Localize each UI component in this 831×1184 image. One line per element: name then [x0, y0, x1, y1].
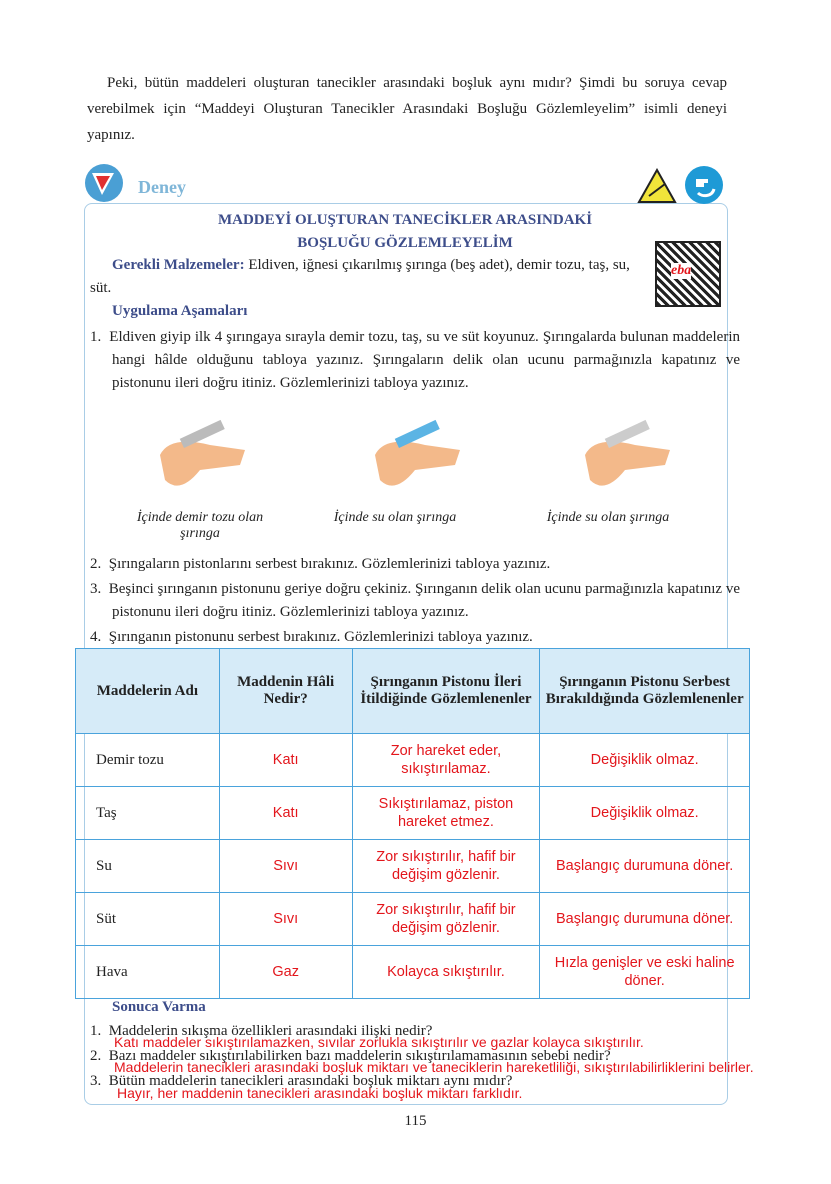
- qr-code[interactable]: eba: [655, 241, 721, 307]
- table-header-row: [76, 649, 750, 734]
- caption-3: İçinde su olan şırınga: [546, 510, 670, 525]
- page-number: 115: [404, 1113, 427, 1129]
- answer-1: Katı maddeler sıkıştırılamazken, sıvılar zorlukla sıkıştırılır ve gazlar kolayca sıkıştırılır.: [114, 1034, 644, 1050]
- table-row: [76, 893, 750, 946]
- experiment-title: MADDEYİ OLUŞTURAN TANECİKLER ARASINDAKİ BOŞLUĞU GÖZLEMLEYELİM: [217, 212, 593, 251]
- conclusion-heading: Sonuca Varma: [112, 999, 206, 1015]
- header-cell: Şırınganın Pistonu İleri İtildiğinde Gözlemlenenler: [352, 649, 540, 734]
- syringe-illustration-3: [575, 415, 675, 495]
- observation-table: [75, 648, 750, 999]
- pushed-cell: Zor hareket eder, sıkıştırılamaz.: [352, 734, 540, 787]
- state-cell: Sıvı: [219, 893, 352, 946]
- step-4: 4. Şırınganın pistonunu serbest bırakınız. Gözlemlerinizi tabloya yazınız.: [90, 629, 533, 645]
- section-label: Deney: [138, 177, 186, 197]
- pushed-cell: Sıkıştırılamaz, piston hareket etmez.: [352, 787, 540, 840]
- syringe-illustration-1: [150, 415, 250, 495]
- header-cell: Maddelerin Adı: [76, 649, 220, 734]
- steps-heading: Uygulama Aşamaları: [112, 303, 248, 319]
- caption-2: İçinde su olan şırınga: [333, 510, 457, 525]
- pushed-cell: Zor sıkıştırılır, hafif bir değişim gözlenir.: [352, 893, 540, 946]
- released-cell: Hızla genişler ve eski haline döner.: [540, 946, 750, 999]
- substance-cell: Su: [76, 840, 220, 893]
- question-1: 1. Maddelerin sıkışma özellikleri arasındaki ilişki nedir?: [90, 1023, 433, 1039]
- step-1: 1. Eldiven giyip ilk 4 şırıngaya sırayla demir tozu, taş, su ve süt koyunuz. Şırıngalarda bulunan maddelerin hangi hâlde olduğunu tabloya yazınız. Şırıngaların delik olan ucunu parmağınızla kapatınız ve pistonunu ileri doğru itiniz. Gözlemlerinizi tabloya yazınız.: [90, 329, 740, 391]
- question-2: 2. Bazı maddeler sıkıştırılabilirken bazı maddelerin sıkıştırılamamasının sebebi nedir?: [90, 1048, 611, 1064]
- released-cell: Değişiklik olmaz.: [540, 734, 750, 787]
- step-3: 3. Beşinci şırınganın pistonunu geriye doğru çekiniz. Şırınganın delik olan ucunu parmağınızla kapatınız ve pistonunu ileri doğru itiniz. Gözlemlerinizi tabloya yazınız.: [90, 581, 740, 620]
- pushed-cell: Zor sıkıştırılır, hafif bir değişim gözlenir.: [352, 840, 540, 893]
- answer-2: Maddelerin tanecikleri arasındaki boşluk miktarı ve taneciklerin hareketliliği, sıkıştırılabilirliklerini belirler.: [114, 1059, 754, 1075]
- table-row: [76, 734, 750, 787]
- table-row: [76, 946, 750, 999]
- released-cell: Başlangıç durumuna döner.: [540, 840, 750, 893]
- substance-cell: Süt: [76, 893, 220, 946]
- state-cell: Katı: [219, 787, 352, 840]
- released-cell: Değişiklik olmaz.: [540, 787, 750, 840]
- header-cell: Maddenin Hâli Nedir?: [219, 649, 352, 734]
- substance-cell: Demir tozu: [76, 734, 220, 787]
- substance-cell: Taş: [76, 787, 220, 840]
- released-cell: Başlangıç durumuna döner.: [540, 893, 750, 946]
- question-3: 3. Bütün maddelerin tanecikleri arasındaki boşluk miktarı aynı mıdır?: [90, 1073, 513, 1089]
- pushed-cell: Kolayca sıkıştırılır.: [352, 946, 540, 999]
- header-cell: Şırınganın Pistonu Serbest Bırakıldığında Gözlemlenenler: [540, 649, 750, 734]
- experiment-icon: [84, 163, 128, 203]
- warning-icon: [637, 168, 677, 204]
- state-cell: Katı: [219, 734, 352, 787]
- state-cell: Sıvı: [219, 840, 352, 893]
- caption-1: İçinde demir tozu olan şırınga: [136, 510, 264, 541]
- intro-paragraph: Peki, bütün maddeleri oluşturan tanecikler arasındaki boşluk aynı mıdır? Şimdi bu soruya cevap verebilmek için “Maddeyi Oluşturan Tanecikler Arasındaki Boşluğu Gözlemleyelim” isimli deneyi yapınız.: [87, 75, 727, 143]
- table-row: [76, 840, 750, 893]
- substance-cell: Hava: [76, 946, 220, 999]
- materials: Gerekli Malzemeler: Eldiven, iğnesi çıkarılmış şırınga (beş adet), demir tozu, taş, su, süt.: [90, 257, 630, 296]
- state-cell: Gaz: [219, 946, 352, 999]
- table-row: [76, 787, 750, 840]
- step-2: 2. Şırıngaların pistonlarını serbest bırakınız. Gözlemlerinizi tabloya yazınız.: [90, 556, 551, 572]
- syringe-illustration-2: [365, 415, 465, 495]
- answer-3: Hayır, her maddenin tanecikleri arasındaki boşluk miktarı farklıdır.: [117, 1085, 523, 1101]
- wash-hands-icon: [684, 165, 724, 205]
